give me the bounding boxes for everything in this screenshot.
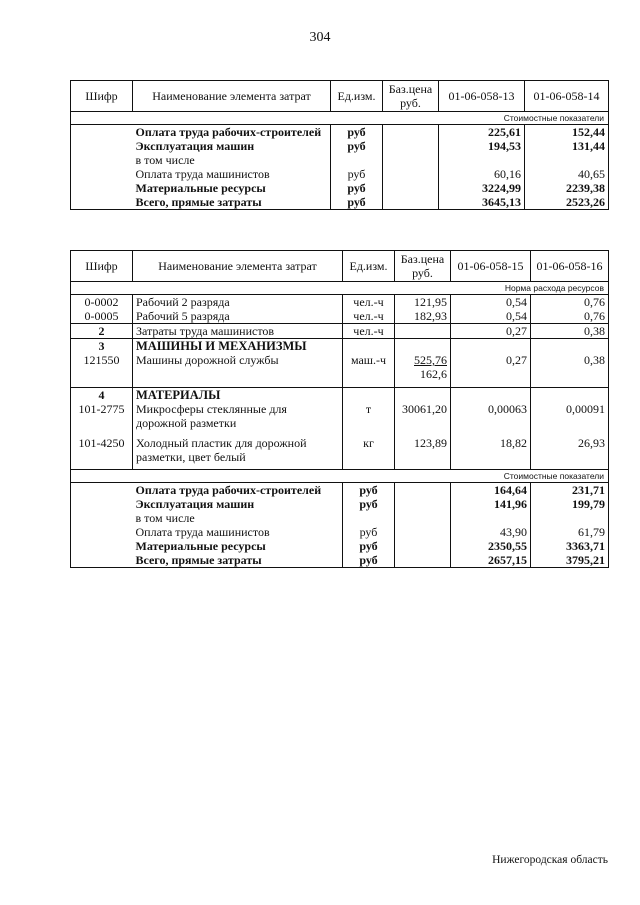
row-value-1: 2657,15: [451, 553, 531, 568]
row-value-2: 152,44: [525, 125, 609, 140]
row-unit: руб: [343, 483, 395, 498]
row-unit: маш.-ч: [343, 353, 395, 387]
table-row: [71, 539, 609, 553]
row-value-2: 0,76: [531, 295, 609, 310]
row-price-cell: [395, 353, 451, 387]
row-value-2: 199,79: [531, 497, 609, 511]
row-name: Всего, прямые затраты: [133, 195, 331, 210]
cost-table-2: [70, 250, 609, 568]
row-unit: руб: [343, 525, 395, 539]
section-title: МАТЕРИАЛЫ: [133, 387, 343, 402]
table-row: [71, 525, 609, 539]
table-row: [71, 387, 609, 402]
row-value-1: 0,00063: [451, 402, 531, 436]
row-code: 0-0002: [71, 295, 133, 310]
row-price: 123,89: [395, 436, 451, 470]
row-value-1: 0,54: [451, 295, 531, 310]
row-name: Эксплуатация машин: [135, 497, 255, 511]
row-name: Материальные ресурсы: [135, 539, 266, 553]
header-unit: Ед.изм.: [343, 251, 395, 282]
row-name: Эксплуатация машин: [135, 139, 255, 153]
row-unit: чел.-ч: [343, 295, 395, 310]
row-name: Всего, прямые затраты: [133, 553, 343, 568]
section-title: МАШИНЫ И МЕХАНИЗМЫ: [133, 339, 343, 354]
header-name: Наименование элемента затрат: [133, 81, 331, 112]
cost-table-1: [70, 80, 609, 210]
row-name: Холодный пластик для дорожной разметки, цвет белый: [133, 436, 343, 470]
row-unit: руб: [331, 195, 383, 210]
row-value-1: 43,90: [451, 525, 531, 539]
row-unit: руб: [331, 139, 383, 153]
row-name: Оплата труда машинистов: [135, 167, 270, 181]
row-code: 0-0005: [71, 309, 133, 324]
caption-norm: Норма расхода ресурсов: [71, 282, 609, 295]
table-row: [71, 353, 609, 387]
row-code: 101-2775: [71, 402, 133, 436]
row-value-2: 0,38: [531, 324, 609, 339]
row-value-1: 3645,13: [439, 195, 525, 210]
row-value-1: 141,96: [451, 497, 531, 511]
row-value-2: 3363,71: [531, 539, 609, 553]
header-base-price: Баз.цена руб.: [383, 81, 439, 112]
row-value-2: 26,93: [531, 436, 609, 470]
table-header-row: [71, 251, 609, 282]
row-value-1: 18,82: [451, 436, 531, 470]
row-value-2: 0,38: [531, 353, 609, 387]
row-value-2: 0,00091: [531, 402, 609, 436]
row-value-1: 194,53: [439, 139, 525, 153]
row-unit: руб: [343, 553, 395, 568]
row-name: Микросферы стеклянные для дорожной разметки: [133, 402, 343, 436]
row-price: 525,76: [414, 353, 447, 367]
row-name: Затраты труда машинистов: [133, 324, 343, 339]
row-code: 101-4250: [71, 436, 133, 470]
header-code: Шифр: [71, 81, 133, 112]
row-unit: чел.-ч: [343, 309, 395, 324]
row-unit: чел.-ч: [343, 324, 395, 339]
row-unit: руб: [331, 181, 383, 195]
row-value-1: 3224,99: [439, 181, 525, 195]
row-value-2: 40,65: [525, 167, 609, 181]
row-name: Машины дорожной службы: [133, 353, 343, 387]
table-row: [71, 553, 609, 568]
page-number: 304: [309, 30, 331, 45]
row-value-2: 2523,26: [525, 195, 609, 210]
row-value-1: 2350,55: [451, 539, 531, 553]
table-row: [71, 139, 609, 153]
row-value-2: 131,44: [525, 139, 609, 153]
table-row: [71, 483, 609, 498]
row-name: Оплата труда машинистов: [135, 525, 270, 539]
row-value-2: 0,76: [531, 309, 609, 324]
row-value-1: 0,27: [451, 353, 531, 387]
row-unit: кг: [343, 436, 395, 470]
row-value-2: 2239,38: [525, 181, 609, 195]
table-row: [71, 339, 609, 354]
caption-row: [71, 470, 609, 483]
row-value-2: 61,79: [531, 525, 609, 539]
table-row: [71, 153, 609, 167]
row-code: 121550: [71, 353, 133, 387]
row-value-1: 0,27: [451, 324, 531, 339]
row-value-2: 3795,21: [531, 553, 609, 568]
header-col2: 01-06-058-16: [531, 251, 609, 282]
table-row: [71, 309, 609, 324]
row-price: 121,95: [395, 295, 451, 310]
row-name: Оплата труда рабочих-строителей: [135, 483, 322, 497]
table-row: [71, 195, 609, 210]
row-value-2: 231,71: [531, 483, 609, 498]
row-value-1: 225,61: [439, 125, 525, 140]
row-unit: руб: [331, 125, 383, 140]
header-col1: 01-06-058-15: [451, 251, 531, 282]
row-name: Материальные ресурсы: [135, 181, 266, 195]
row-name: в том числе: [135, 153, 195, 167]
region-footer: Нижегородская область: [492, 854, 608, 866]
row-code: 4: [71, 387, 133, 402]
header-base-price: Баз.цена руб.: [395, 251, 451, 282]
row-unit: руб: [331, 167, 383, 181]
row-unit: руб: [343, 539, 395, 553]
row-name: Рабочий 2 разряда: [133, 295, 343, 310]
table-header-row: [71, 81, 609, 112]
row-value-1: 164,64: [451, 483, 531, 498]
row-code: 2: [71, 324, 133, 339]
caption-cost: Стоимостные показатели: [71, 470, 609, 483]
table-row: [71, 436, 609, 470]
header-col1: 01-06-058-13: [439, 81, 525, 112]
row-name: в том числе: [135, 511, 195, 525]
table-row: [71, 295, 609, 310]
header-name: Наименование элемента затрат: [133, 251, 343, 282]
table-row: [71, 402, 609, 436]
header-code: Шифр: [71, 251, 133, 282]
row-price: 30061,20: [395, 402, 451, 436]
table-row: [71, 181, 609, 195]
table-row: [71, 511, 609, 525]
header-col2: 01-06-058-14: [525, 81, 609, 112]
row-unit: руб: [343, 497, 395, 511]
row-price-secondary: 162,6: [420, 367, 447, 381]
caption-cost: Стоимостные показатели: [71, 112, 609, 125]
row-name: Оплата труда рабочих-строителей: [135, 125, 322, 139]
row-value-1: 60,16: [439, 167, 525, 181]
row-value-1: 0,54: [451, 309, 531, 324]
row-price: 182,93: [395, 309, 451, 324]
caption-row: [71, 112, 609, 125]
row-unit: т: [343, 402, 395, 436]
caption-row: [71, 282, 609, 295]
table-row: [71, 125, 609, 140]
table-row: [71, 497, 609, 511]
header-unit: Ед.изм.: [331, 81, 383, 112]
table-row: [71, 324, 609, 339]
table-row: [71, 167, 609, 181]
row-code: 3: [71, 339, 133, 354]
row-name: Рабочий 5 разряда: [133, 309, 343, 324]
